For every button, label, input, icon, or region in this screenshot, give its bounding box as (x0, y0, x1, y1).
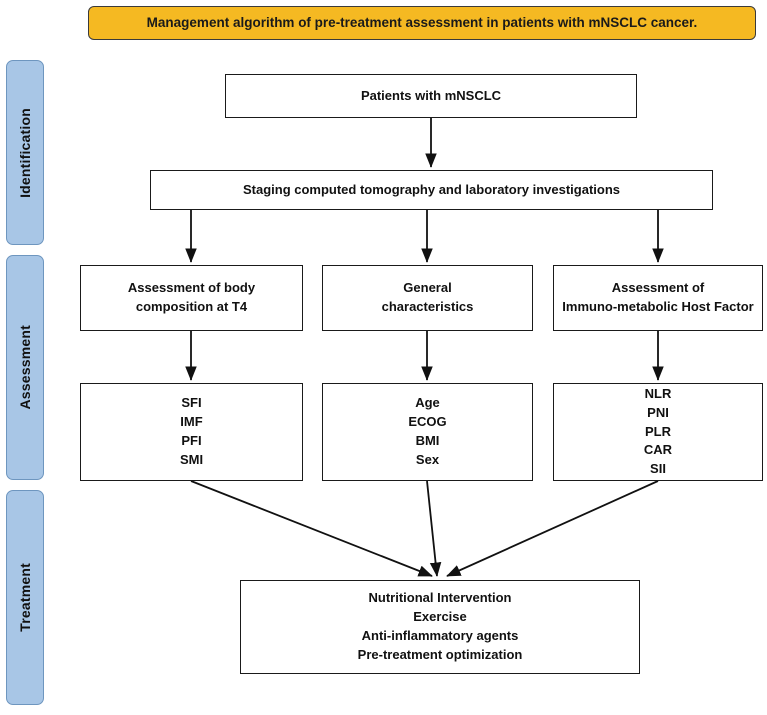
treatment-item: Anti-inflammatory agents (361, 628, 519, 643)
stage-label-identification (6, 60, 44, 245)
node-staging-label: Staging computed tomography and laboratory investigations (242, 181, 621, 197)
stage-label-treatment (6, 490, 44, 705)
node-treatment-actions (240, 580, 640, 674)
diagram-title-banner (88, 6, 756, 40)
metric-item: SMI (179, 451, 204, 467)
metric-item: SII (650, 461, 666, 477)
metric-item: IMF (180, 414, 203, 430)
metric-item: SFI (181, 395, 202, 411)
treatment-item: Nutritional Intervention (368, 590, 512, 606)
node-patients-with-mnsclc (225, 74, 637, 118)
stage-treatment-text: Treatment (17, 563, 33, 632)
page-title: Management algorithm of pre-treatment assessment in patients with mNSCLC cancer. (146, 14, 698, 30)
metric-item: Sex (415, 451, 440, 467)
stage-assessment-text: Assessment (17, 325, 33, 410)
treatment-item: Exercise (413, 609, 467, 625)
metric-item: BMI (415, 433, 440, 448)
metric-item: CAR (643, 442, 673, 458)
node-staging-investigations (150, 170, 713, 210)
node-general-metrics (322, 383, 533, 481)
node-immuno-metabolic-host-factor (553, 265, 763, 331)
metric-item: NLR (644, 385, 672, 401)
metric-item: ECOG (408, 414, 447, 430)
node-immuno-metrics (553, 383, 763, 481)
node-general-characteristics (322, 265, 533, 331)
node-immuno-line2: Immuno-metabolic Host Factor (562, 299, 754, 314)
node-general-line1: General (403, 280, 452, 296)
metric-item: PNI (647, 404, 669, 420)
node-body-composition-line2: composition at T4 (135, 299, 248, 314)
node-patients-label: Patients with mNSCLC (360, 87, 502, 103)
node-general-line2: characteristics (381, 299, 474, 314)
stage-label-assessment (6, 255, 44, 480)
node-immuno-line1: Assessment of (611, 280, 705, 296)
treatment-item: Pre-treatment optimization (357, 646, 523, 662)
node-body-composition-line1: Assessment of body (127, 280, 256, 296)
metric-item: Age (415, 395, 440, 411)
node-body-composition (80, 265, 303, 331)
node-body-composition-metrics (80, 383, 303, 481)
metric-item: PLR (644, 423, 671, 439)
stage-identification-text: Identification (17, 107, 33, 198)
metric-item: PFI (181, 433, 202, 448)
